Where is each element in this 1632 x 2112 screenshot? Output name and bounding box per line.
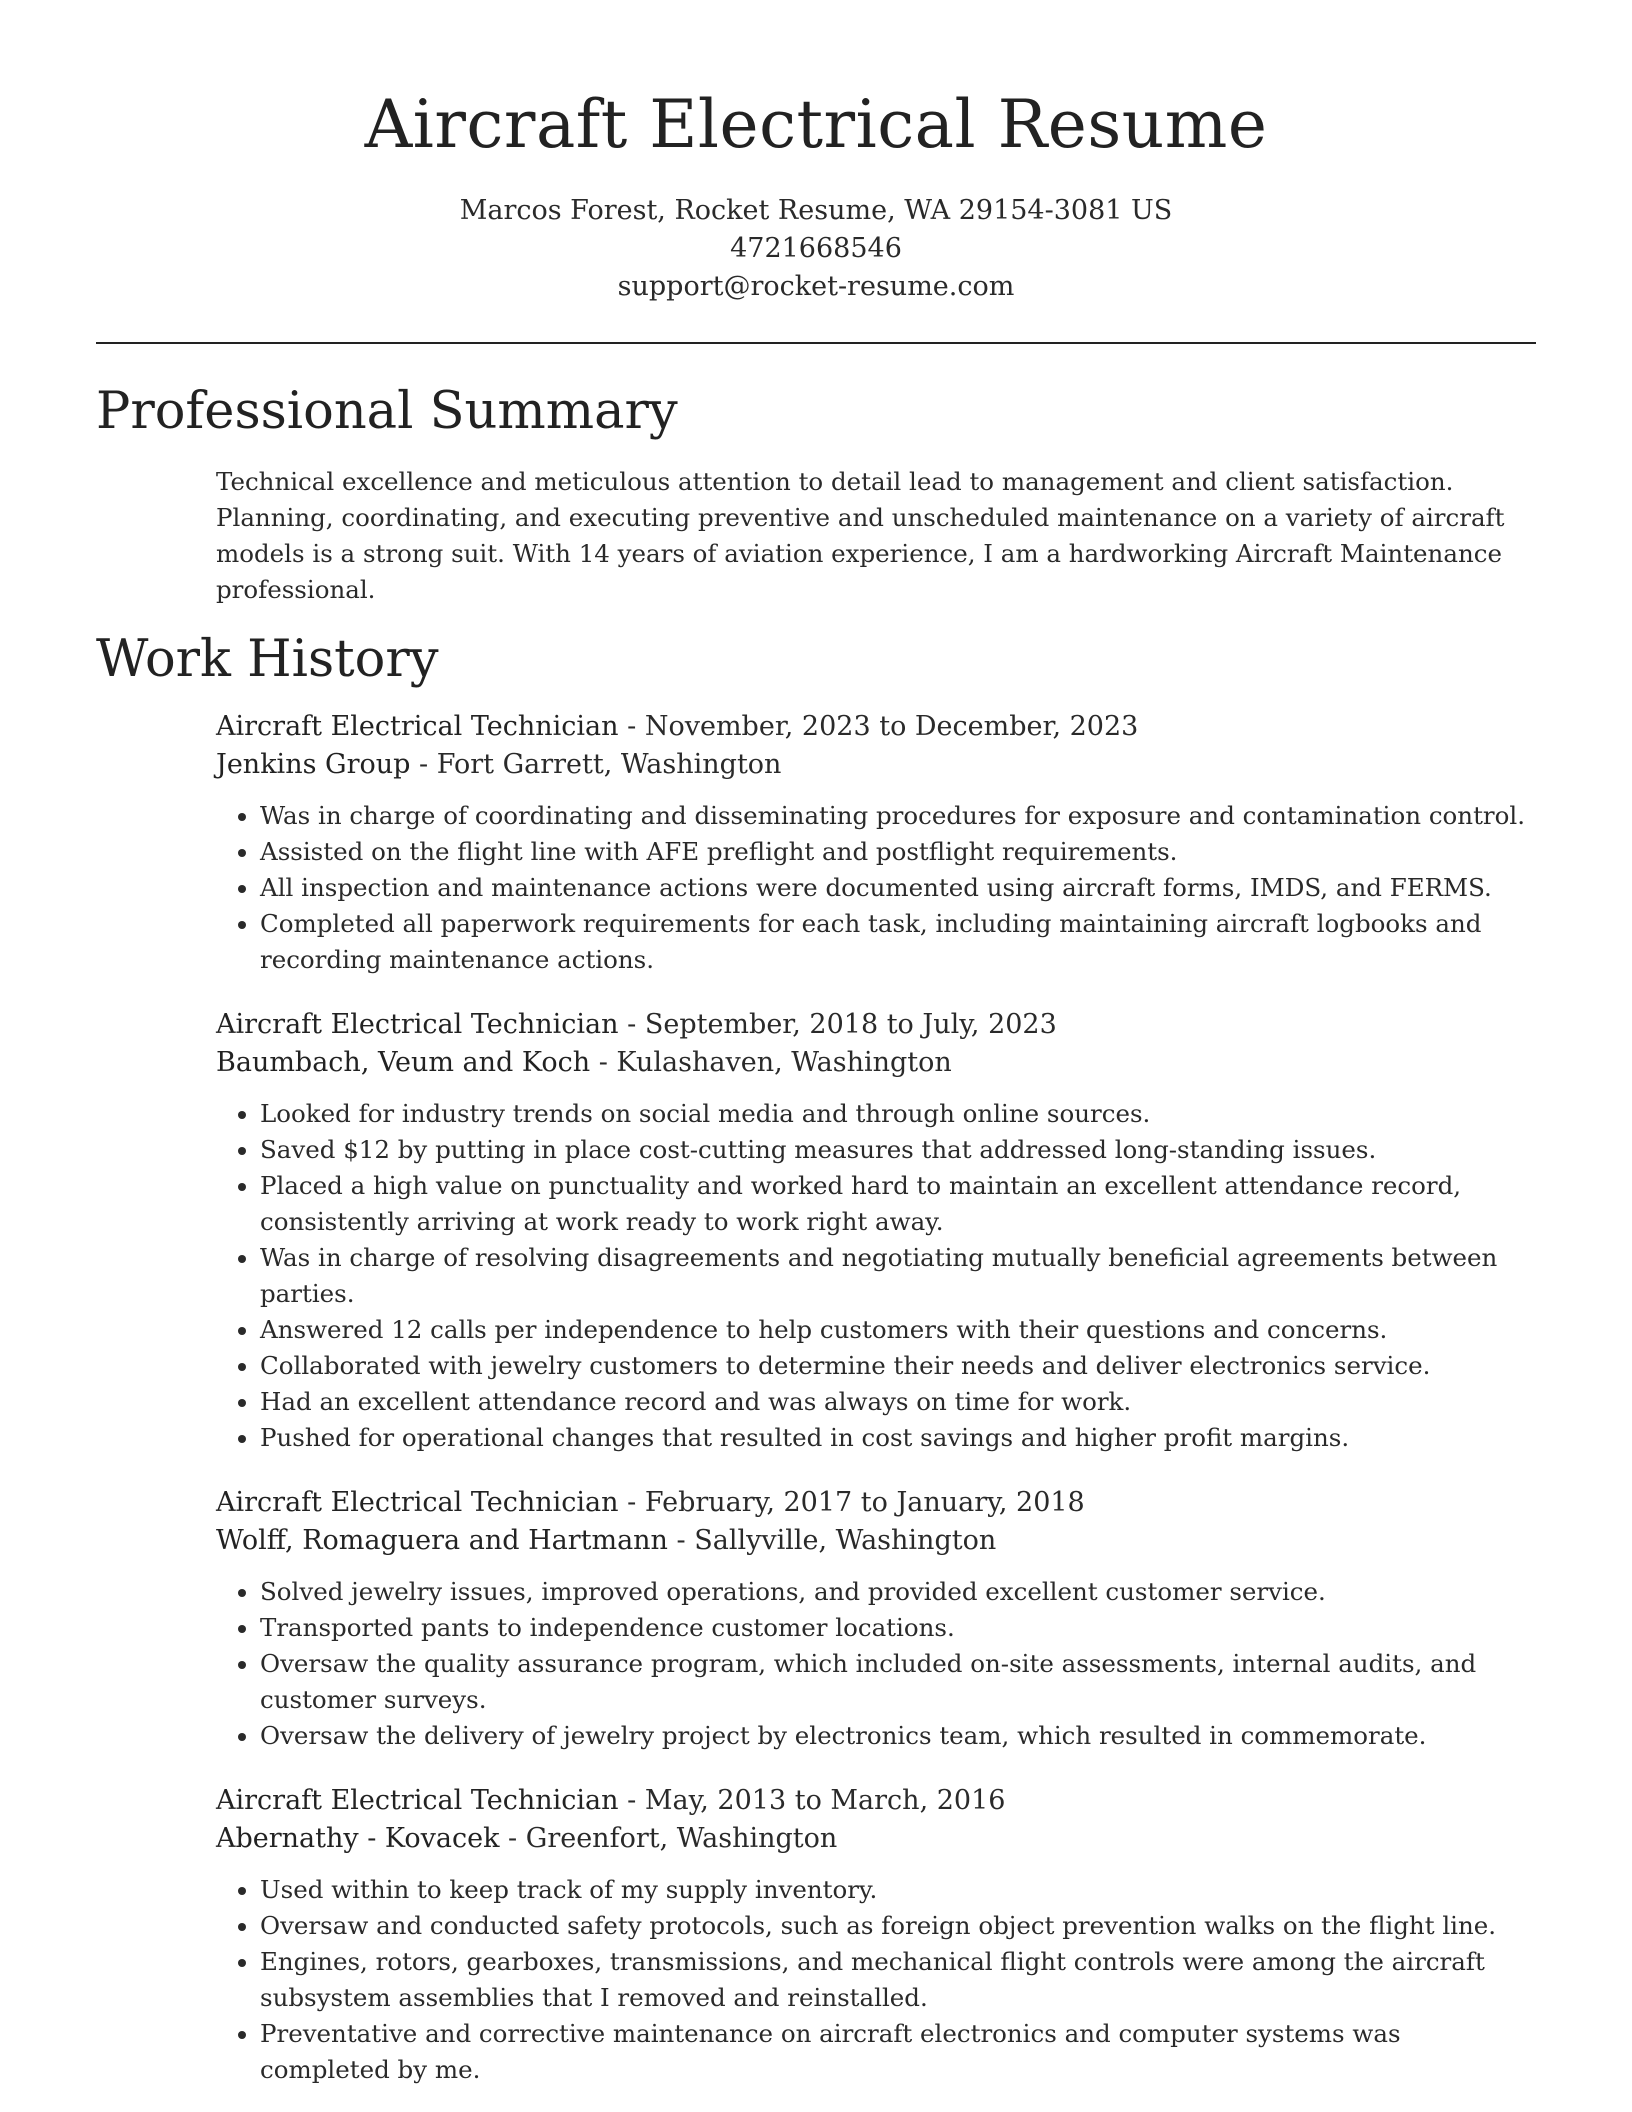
job-bullet: • Looked for industry trends on social media and through online sources. [260, 1096, 1536, 1132]
job-entry [216, 1484, 1536, 1754]
job-bullet: • Solved jewelry issues, improved operations, and provided excellent customer service. [260, 1574, 1536, 1610]
job-location: - Kulashaven, Washington [598, 1047, 952, 1078]
job-company: Baumbach, Veum and Koch [216, 1047, 591, 1078]
job-bullet: • Had an excellent attendance record and was always on time for work. [260, 1384, 1536, 1420]
job-entry [216, 1782, 1536, 2088]
job-title-line [216, 1782, 1536, 1820]
job-company-line [216, 1522, 1536, 1560]
job-location: - Fort Garrett, Washington [419, 749, 782, 780]
job-bullet: • Oversaw the delivery of jewelry project by electronics team, which resulted in commemorate. [260, 1718, 1536, 1754]
job-bullet: • Assisted on the flight line with AFE preflight and postflight requirements. [260, 834, 1536, 870]
summary-heading: Professional Summary [96, 382, 678, 441]
job-company: Wolff, Romaguera and Hartmann [216, 1525, 668, 1556]
job-bullet: • Oversaw and conducted safety protocols, such as foreign object prevention walks on the flight line. [260, 1908, 1536, 1944]
job-title: Aircraft Electrical Technician [216, 1009, 619, 1040]
job-location: - Greenfort, Washington [508, 1823, 838, 1854]
job-bullet: • Was in charge of coordinating and disseminating procedures for exposure and contamination control. [260, 798, 1536, 834]
job-title-line [216, 708, 1536, 746]
header-divider [96, 342, 1536, 344]
job-company-line [216, 746, 1536, 784]
job-bullet: • Was in charge of resolving disagreements and negotiating mutually beneficial agreements between parties. [260, 1240, 1536, 1312]
job-title-line [216, 1006, 1536, 1044]
job-title: Aircraft Electrical Technician [216, 711, 619, 742]
job-company-line [216, 1044, 1536, 1082]
job-bullet: • Used within to keep track of my supply inventory. [260, 1872, 1536, 1908]
job-dates: - September, 2018 to July, 2023 [627, 1009, 1057, 1040]
job-bullets [216, 1574, 1536, 1754]
job-company: Abernathy - Kovacek [216, 1823, 500, 1854]
job-bullet: • All inspection and maintenance actions were documented using aircraft forms, IMDS, and FERMS. [260, 870, 1536, 906]
job-company: Jenkins Group [216, 749, 411, 780]
work-history-heading: Work History [96, 630, 439, 689]
job-title: Aircraft Electrical Technician [216, 1785, 619, 1816]
job-bullet: • Preventative and corrective maintenance on aircraft electronics and computer systems was completed by me. [260, 2016, 1536, 2088]
job-bullets [216, 1872, 1536, 2088]
job-company-line [216, 1820, 1536, 1858]
job-dates: - February, 2017 to January, 2018 [627, 1487, 1085, 1518]
job-title: Aircraft Electrical Technician [216, 1487, 619, 1518]
contact-block [96, 192, 1536, 306]
contact-phone: 4721668546 [730, 233, 902, 264]
summary-text: Technical excellence and meticulous attention to detail lead to management and client satisfaction. Planning, coordinating, and executing preventive and unscheduled maintenance on a variety of aircraft models is a strong suit. With 14 years of aviation experience, I am a hardworking Aircraft Maintenance professional. [216, 467, 1505, 604]
job-bullet: • Collaborated with jewelry customers to determine their needs and deliver electronics service. [260, 1348, 1536, 1384]
job-location: - Sallyville, Washington [676, 1525, 997, 1556]
job-bullet: • Pushed for operational changes that resulted in cost savings and higher profit margins. [260, 1420, 1536, 1456]
job-bullet: • Transported pants to independence customer locations. [260, 1610, 1536, 1646]
contact-address: Marcos Forest, Rocket Resume, WA 29154-3081 US [459, 195, 1173, 226]
job-bullet: • Placed a high value on punctuality and worked hard to maintain an excellent attendance record, consistently arriving at work ready to work right away. [260, 1168, 1536, 1240]
job-bullet: • Oversaw the quality assurance program, which included on-site assessments, internal audits, and customer surveys. [260, 1646, 1536, 1718]
job-bullets [216, 798, 1536, 978]
job-dates: - November, 2023 to December, 2023 [627, 711, 1139, 742]
job-bullet: • Completed all paperwork requirements for each task, including maintaining aircraft logbooks and recording maintenance actions. [260, 906, 1536, 978]
job-dates: - May, 2013 to March, 2016 [627, 1785, 1006, 1816]
job-bullet: • Saved $12 by putting in place cost-cutting measures that addressed long-standing issues. [260, 1132, 1536, 1168]
job-bullet: • Answered 12 calls per independence to help customers with their questions and concerns. [260, 1312, 1536, 1348]
job-title-line [216, 1484, 1536, 1522]
contact-email: support@rocket-resume.com [617, 271, 1015, 302]
job-entry [216, 708, 1536, 978]
job-entry [216, 1006, 1536, 1456]
job-bullets [216, 1096, 1536, 1456]
job-bullet: • Engines, rotors, gearboxes, transmissions, and mechanical flight controls were among the aircraft subsystem assemblies that I removed and reinstalled. [260, 1944, 1536, 2016]
resume-title: Aircraft Electrical Resume [364, 86, 1268, 163]
